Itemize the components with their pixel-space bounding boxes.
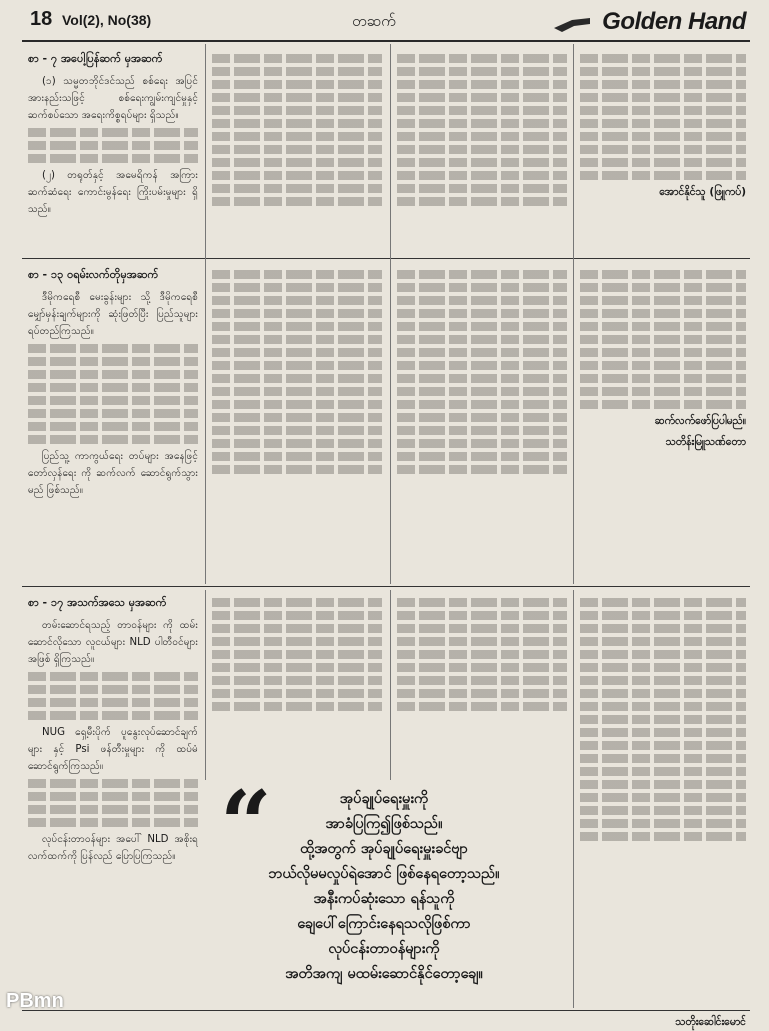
paragraph: တမ်းဆောင်ရသည့် တာဝန်များ ကို ထမ်းဆောင်လိုသော လူငယ်များ NLD ပါတီဝင်များ အဖြစ် ရှိကြသည်။: [28, 620, 198, 665]
section-rule: [22, 586, 750, 587]
byline: သတိန်းမြူသဏ်တော: [665, 436, 746, 448]
article-column: [28, 594, 198, 869]
paragraph: (၁) သမ္မတဘိုင်ဒင်သည် စစ်ရေး အပြင် အားနည်းသဖြင့် စစ်ရေးကျွမ်းကျင်မှုနှင့် ဆက်စပ်သော အရေးကိစ္စရပ်များ ရှိသည်။: [28, 76, 198, 121]
volume-number: Vol(2), No(38): [62, 12, 152, 28]
continued-label: တဆက်: [352, 12, 396, 30]
column-rule: [390, 44, 391, 584]
pull-quote-line: အာခံပြကြ၍ဖြစ်သည်။: [325, 816, 443, 832]
pull-quote: [208, 771, 520, 1005]
hand-logo-icon: [552, 14, 592, 34]
article-column: [397, 594, 567, 715]
watermark: PBmn: [6, 990, 64, 1012]
article-column: [212, 266, 382, 478]
pull-quote-line: အတိအကျ မထမ်းဆောင်နိုင်တော့ချေ။: [285, 966, 483, 982]
pull-quote-line: အနီးကပ်ဆုံးသော ရန်သူကို: [313, 891, 455, 907]
pull-quote-line: ဘယ်လိုမမလှုပ်ရဲအောင် ဖြစ်နေရတော့သည်။: [268, 866, 500, 882]
paragraph: လုပ်ငန်းတာဝန်များ အပေါ် NLD အစိုးရ လက်ထက်ကို ပြန်လည် ပြောပြကြသည်။: [28, 834, 198, 862]
column-rule: [205, 44, 206, 584]
page-header: [22, 6, 750, 42]
article-column: [28, 50, 198, 222]
pull-quote-text: [248, 787, 520, 987]
quote-mark-icon: “: [220, 771, 272, 877]
article-heading: စာ - ၁၃ ဝရမ်းလက်တိုမှအဆက်: [28, 268, 159, 281]
byline: ဆက်လက်ဖော်ပြပါမည်။: [654, 415, 746, 427]
paragraph: NUG ရှေ့မီးပိုက် ပူနွေးလုပ်ဆောင်ချက်များ နှင့် Psi ဖန်တီးမှုများ ကို ထပ်မံ ဆောင်ရွက်ကြသည်။: [28, 727, 198, 772]
column-rule: [573, 590, 574, 1008]
article-column: [212, 594, 382, 715]
paragraph: ဒီမိုကရေစီ မေးခွန်းများ သို့ ဒီမိုကရေစီ မျှော်မှန်းချက်များကို ဆုံးဖြတ်ပြီး ပြည်သူများ ရပ်တည်ကြသည်။: [28, 292, 198, 337]
article-column: [580, 50, 746, 201]
article-heading: စာ - ၇ အပေါ့ပြန်ဆက် မှအဆက်: [28, 52, 163, 65]
column-rule: [573, 44, 574, 584]
paragraph: (၂) တရုတ်နှင့် အမေရိကန် အကြား ဆက်ဆံရေး ကောင်းမွန်ရေး ကြိုးပမ်းမှုများ ရှိသည်။: [28, 170, 198, 215]
brand-logo: Golden Hand: [602, 8, 746, 35]
article-column: [397, 266, 567, 478]
paragraph: ပြည်သူ့ ကာကွယ်ရေး တပ်များ အနေဖြင့် တော်လှန်ရေး ကို ဆက်လက် ဆောင်ရွက်သွားမည် ဖြစ်သည်။: [28, 451, 198, 496]
article-column: [580, 266, 746, 451]
article-column: [212, 50, 382, 210]
pull-quote-line: ချေပေါ်ကြောင်းနေရသလိုဖြစ်ကာ: [297, 916, 471, 932]
byline: သတိုးဆေါင်းမောင်: [675, 1016, 746, 1028]
section-rule: [22, 258, 750, 259]
pull-quote-line: အုပ်ချုပ်ရေးမှူးကို: [339, 791, 429, 807]
pull-quote-line: ထို့အတွက် အုပ်ချုပ်ရေးမှူးခင်ဗျာ: [300, 841, 468, 857]
column-rule: [390, 590, 391, 780]
section-rule: [22, 1010, 750, 1011]
article-column: [397, 50, 567, 210]
column-rule: [205, 590, 206, 780]
article-heading: စာ - ၁၇ အသက်အသေ မှအဆက်: [28, 596, 167, 609]
article-column: [580, 594, 746, 845]
article-column: [28, 266, 198, 503]
byline: အောင်နိုင်သူ (ဖြူကပ်): [659, 186, 746, 198]
pull-quote-line: လုပ်ငန်းတာဝန်များကို: [328, 941, 440, 957]
page-number: 18: [30, 8, 53, 30]
